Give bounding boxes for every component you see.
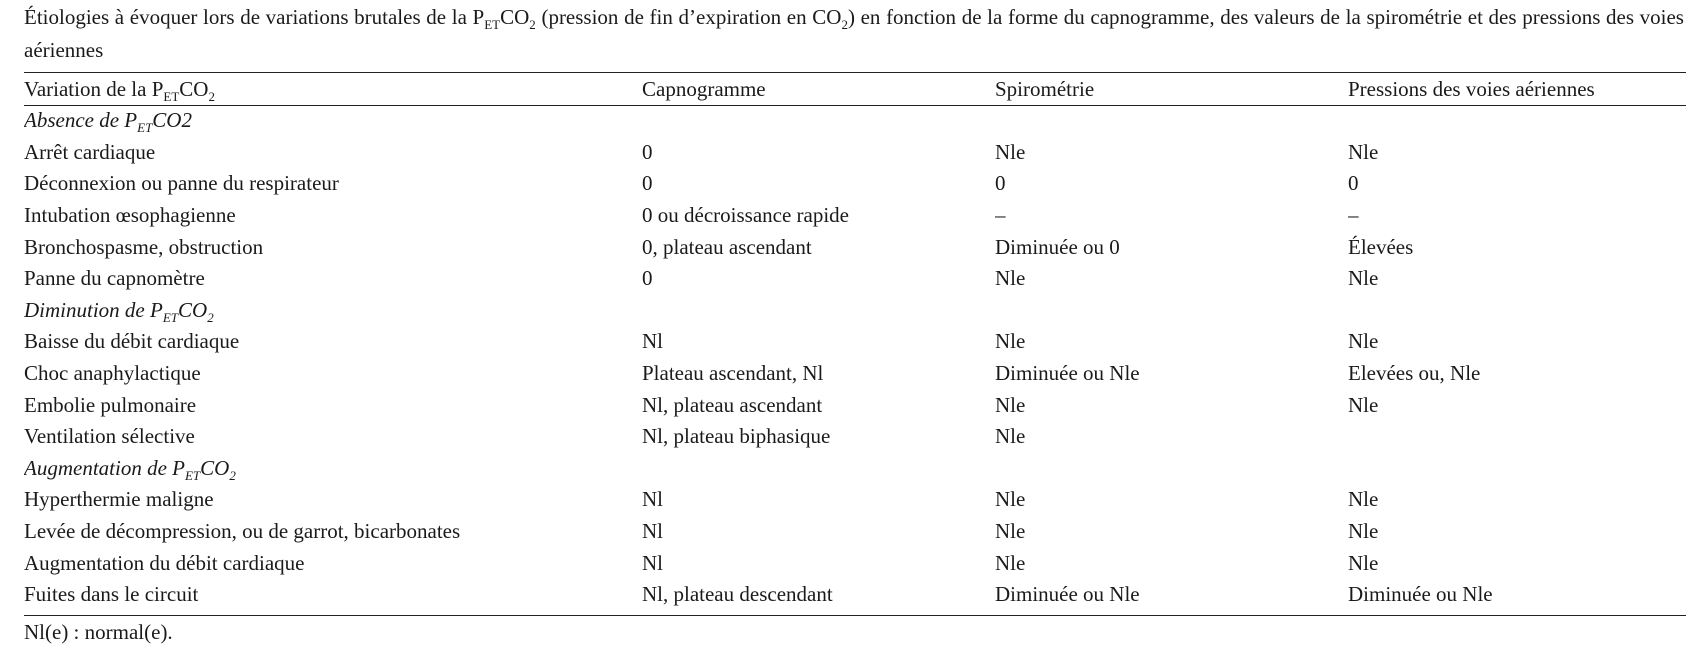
cell-variation: Déconnexion ou panne du respirateur <box>24 171 339 196</box>
cell-capnogramme: Nl, plateau descendant <box>642 582 833 607</box>
cell-pressions <box>1348 421 1686 453</box>
cell-variation: Intubation œsophagienne <box>24 203 236 228</box>
cell-capnogramme: Nl <box>642 487 663 512</box>
cell-variation: Panne du capnomètre <box>24 266 205 291</box>
header-capnogramme: Capnogramme <box>642 76 766 101</box>
caption-subscript-2b: 2 <box>841 17 848 32</box>
section-row <box>24 295 1686 327</box>
cell-capnogramme: Nl <box>642 550 663 575</box>
cell-pressions: Elevées ou, Nle <box>1348 361 1481 386</box>
cell-pressions: Nle <box>1348 519 1379 544</box>
cell-pressions: Nle <box>1348 487 1379 512</box>
caption-subscript-et: ET <box>484 17 501 32</box>
header-spirometrie: Spirométrie <box>995 76 1095 101</box>
table-body <box>24 105 1686 611</box>
table-row <box>24 137 1686 169</box>
cell-variation: Baisse du débit cardiaque <box>24 329 240 354</box>
caption-text-1: Étiologies à évoquer lors de variations brutales de la P <box>24 5 485 29</box>
section-label: Diminution de $P_{ET}CO_2$ <box>24 297 214 325</box>
cell-variation: Embolie pulmonaire <box>24 392 197 417</box>
table-row <box>24 358 1686 390</box>
cell-pressions: Diminuée ou Nle <box>1348 582 1493 607</box>
cell-variation: Levée de décompression, ou de garrot, bicarbonates <box>24 519 461 544</box>
table-row <box>24 200 1686 232</box>
cell-capnogramme: 0 <box>642 139 653 164</box>
cell-pressions: Nle <box>1348 550 1379 575</box>
table-row <box>24 421 1686 453</box>
section-label: Absence de $P_{ET}CO2$ <box>24 108 192 136</box>
cell-spirometrie: Nle <box>995 392 1026 417</box>
table-row <box>24 231 1686 263</box>
cell-capnogramme: Plateau ascendant, Nl <box>642 361 824 386</box>
table-row <box>24 516 1686 548</box>
cell-variation: Ventilation sélective <box>24 424 195 449</box>
cell-spirometrie: Nle <box>995 424 1026 449</box>
table-footnote: Nl(e) : normal(e). <box>24 620 173 644</box>
cell-capnogramme: 0, plateau ascendant <box>642 234 812 259</box>
cell-pressions: Élevées <box>1348 234 1414 259</box>
caption-text-3: (pression de fin d’expiration en CO <box>535 5 842 29</box>
bottom-rule <box>24 615 1686 616</box>
section-label: Augmentation de $P_{ET}CO_2$ <box>24 455 236 483</box>
cell-pressions: Nle <box>1348 266 1379 291</box>
cell-spirometrie: Nle <box>995 266 1026 291</box>
cell-capnogramme: Nl, plateau ascendant <box>642 392 823 417</box>
caption-text-2: CO <box>500 5 530 29</box>
cell-spirometrie: Diminuée ou 0 <box>995 234 1120 259</box>
caption-text-4: ) en fonction de la forme du capnogramme, des valeurs de la spirométrie et des pressions des voies aériennes <box>24 5 1684 62</box>
cell-spirometrie: Nle <box>995 487 1026 512</box>
cell-variation: Bronchospasme, obstruction <box>24 234 264 259</box>
cell-spirometrie: Nle <box>995 329 1026 354</box>
table-caption <box>24 2 1684 66</box>
cell-spirometrie: Diminuée ou Nle <box>995 582 1140 607</box>
cell-capnogramme: 0 ou décroissance rapide <box>642 203 849 228</box>
etiology-table <box>24 73 1686 611</box>
table-row <box>24 263 1686 295</box>
cell-variation: Hyperthermie maligne <box>24 487 214 512</box>
table-row <box>24 326 1686 358</box>
cell-spirometrie: 0 <box>995 171 1006 196</box>
cell-capnogramme: Nl <box>642 329 663 354</box>
cell-variation: Choc anaphylactique <box>24 361 201 386</box>
header-row <box>24 73 1686 105</box>
cell-capnogramme: 0 <box>642 171 653 196</box>
cell-capnogramme: Nl <box>642 519 663 544</box>
section-row <box>24 105 1686 137</box>
cell-spirometrie: Nle <box>995 550 1026 575</box>
cell-pressions: – <box>1348 203 1359 228</box>
cell-capnogramme: 0 <box>642 266 653 291</box>
section-row <box>24 453 1686 485</box>
cell-variation: Arrêt cardiaque <box>24 139 156 164</box>
table-row <box>24 484 1686 516</box>
cell-spirometrie: Nle <box>995 139 1026 164</box>
cell-pressions: Nle <box>1348 392 1379 417</box>
table-row <box>24 547 1686 579</box>
cell-pressions: 0 <box>1348 171 1359 196</box>
cell-variation: Fuites dans le circuit <box>24 582 199 607</box>
cell-capnogramme: Nl, plateau biphasique <box>642 424 831 449</box>
header-pressions: Pressions des voies aériennes <box>1348 76 1595 101</box>
cell-variation: Augmentation du débit cardiaque <box>24 550 305 575</box>
table-row <box>24 579 1686 611</box>
table-row <box>24 168 1686 200</box>
cell-spirometrie: – <box>995 203 1006 228</box>
caption-subscript-2a: 2 <box>529 17 536 32</box>
header-variation: Variation de la $P_{ET}CO_2$ <box>24 76 215 104</box>
cell-spirometrie: Nle <box>995 519 1026 544</box>
table-row <box>24 389 1686 421</box>
cell-pressions: Nle <box>1348 329 1379 354</box>
cell-pressions: Nle <box>1348 139 1379 164</box>
cell-spirometrie: Diminuée ou Nle <box>995 361 1140 386</box>
